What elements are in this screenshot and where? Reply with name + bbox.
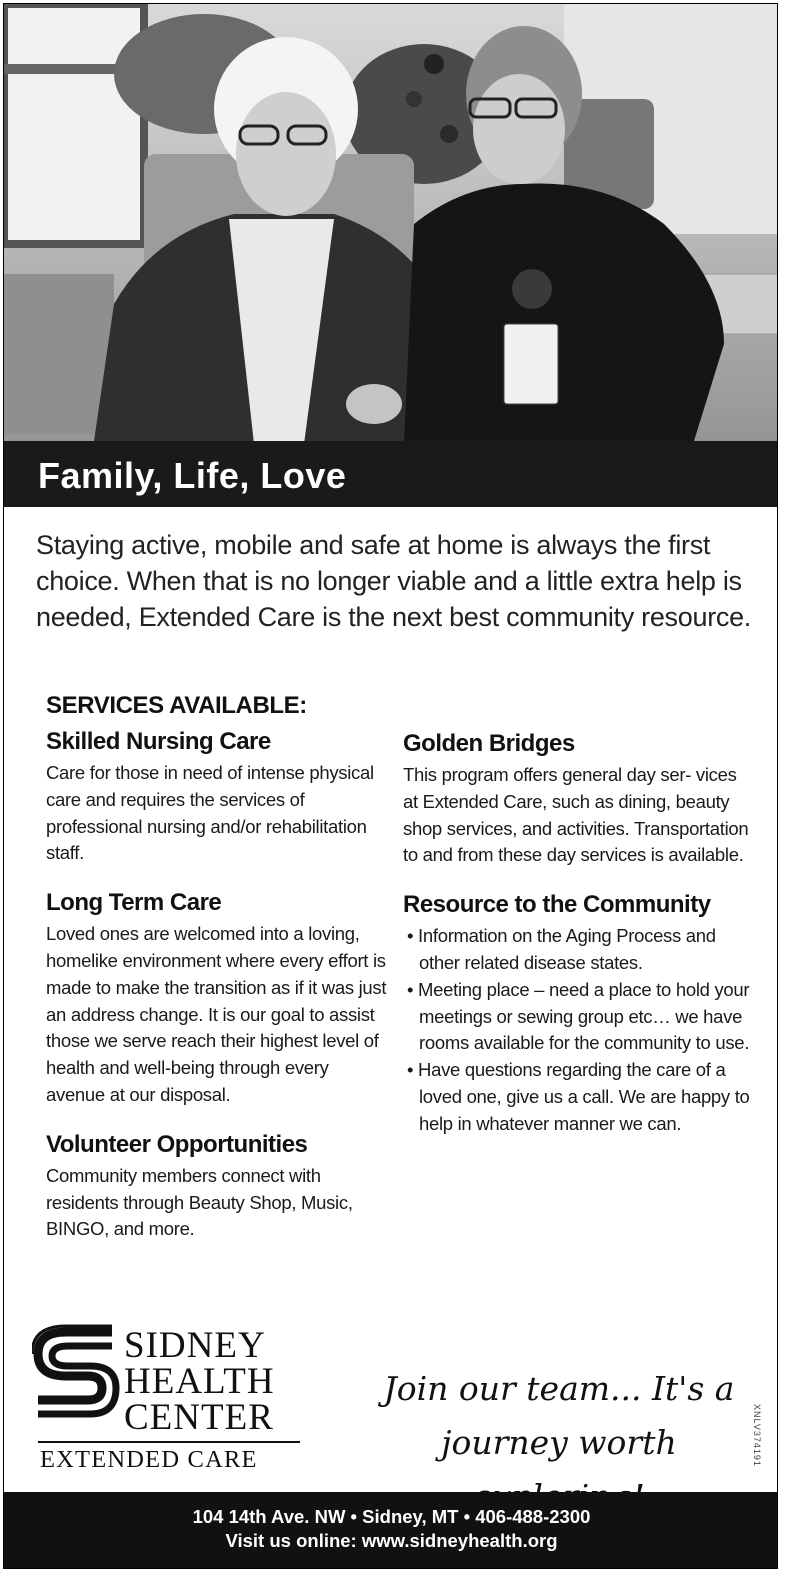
service-title: Golden Bridges: [403, 730, 575, 757]
hero-photo: [4, 4, 778, 507]
logo-line-health: HEALTH: [124, 1361, 275, 1402]
ad-code: XNLV374191: [752, 1404, 762, 1467]
service-description: Care for those in need of intense physical care and requires the services of professional nursing and/or rehabilitation staff.: [46, 762, 374, 864]
footer-address: 104 14th Ave. NW • Sidney, MT • 406-488-2300: [192, 1506, 591, 1527]
list-item: • Have questions regarding the care of a loved one, give us a call. We are happy to help in whatever manner we can.: [403, 1057, 753, 1137]
services-right-column: [403, 730, 753, 1160]
logo-line-center: CENTER: [124, 1397, 274, 1438]
service-title: Skilled Nursing Care: [46, 728, 271, 755]
banner-title: Family, Life, Love: [38, 455, 347, 496]
footer-website: Visit us online: www.sidneyhealth.org: [225, 1530, 558, 1551]
footer-bar: [4, 1492, 778, 1569]
service-volunteer: [46, 1131, 391, 1243]
services-left-column: [46, 692, 391, 1265]
logo-divider: [38, 1441, 300, 1443]
service-golden-bridges: [403, 730, 753, 869]
title-banner: [4, 441, 778, 507]
hero-photo-illustration: [4, 4, 778, 507]
service-long-term-care: [46, 889, 391, 1109]
service-community-resource: [403, 891, 753, 1137]
list-item: • Information on the Aging Process and other related disease states.: [403, 923, 753, 977]
tagline-line-1: Join our team... It's a: [383, 1369, 735, 1408]
tagline-line-2: journey worth: [441, 1423, 677, 1462]
service-title: Resource to the Community: [403, 891, 711, 919]
sidney-health-logo: [30, 1324, 300, 1474]
service-description: Loved ones are welcomed into a loving, homelike environment where every effort is made to make the transition as if it was just an address change. It is our goal to assist those we serve reach their highest level of health and well-being through every avenue at our disposal.: [46, 923, 387, 1105]
service-skilled-nursing: [46, 728, 391, 867]
logo-line-sidney: SIDNEY: [124, 1325, 266, 1366]
intro-paragraph: Staying active, mobile and safe at home is always the first choice. When that is no longer viable and a little extra help is needed, Extended Care is the next best community resource.: [36, 530, 752, 632]
logo-s-mark-icon: [32, 1324, 120, 1434]
services-heading: SERVICES AVAILABLE:: [46, 692, 307, 719]
logo-subtitle: EXTENDED CARE: [40, 1446, 258, 1473]
resource-bullet-list: [403, 923, 753, 1137]
service-description: This program offers general day ser- vices at Extended Care, such as dining, beauty shop services, and activities. Transportation to and from these day services is available.: [403, 764, 749, 866]
ad-frame: [3, 3, 778, 1569]
list-item: • Meeting place – need a place to hold your meetings or sewing group etc… we have rooms available for the community to use.: [403, 977, 753, 1057]
service-description: Community members connect with residents through Beauty Shop, Music, BINGO, and more.: [46, 1164, 353, 1240]
service-title: Volunteer Opportunities: [46, 1130, 308, 1158]
service-title: Long Term Care: [46, 889, 222, 917]
